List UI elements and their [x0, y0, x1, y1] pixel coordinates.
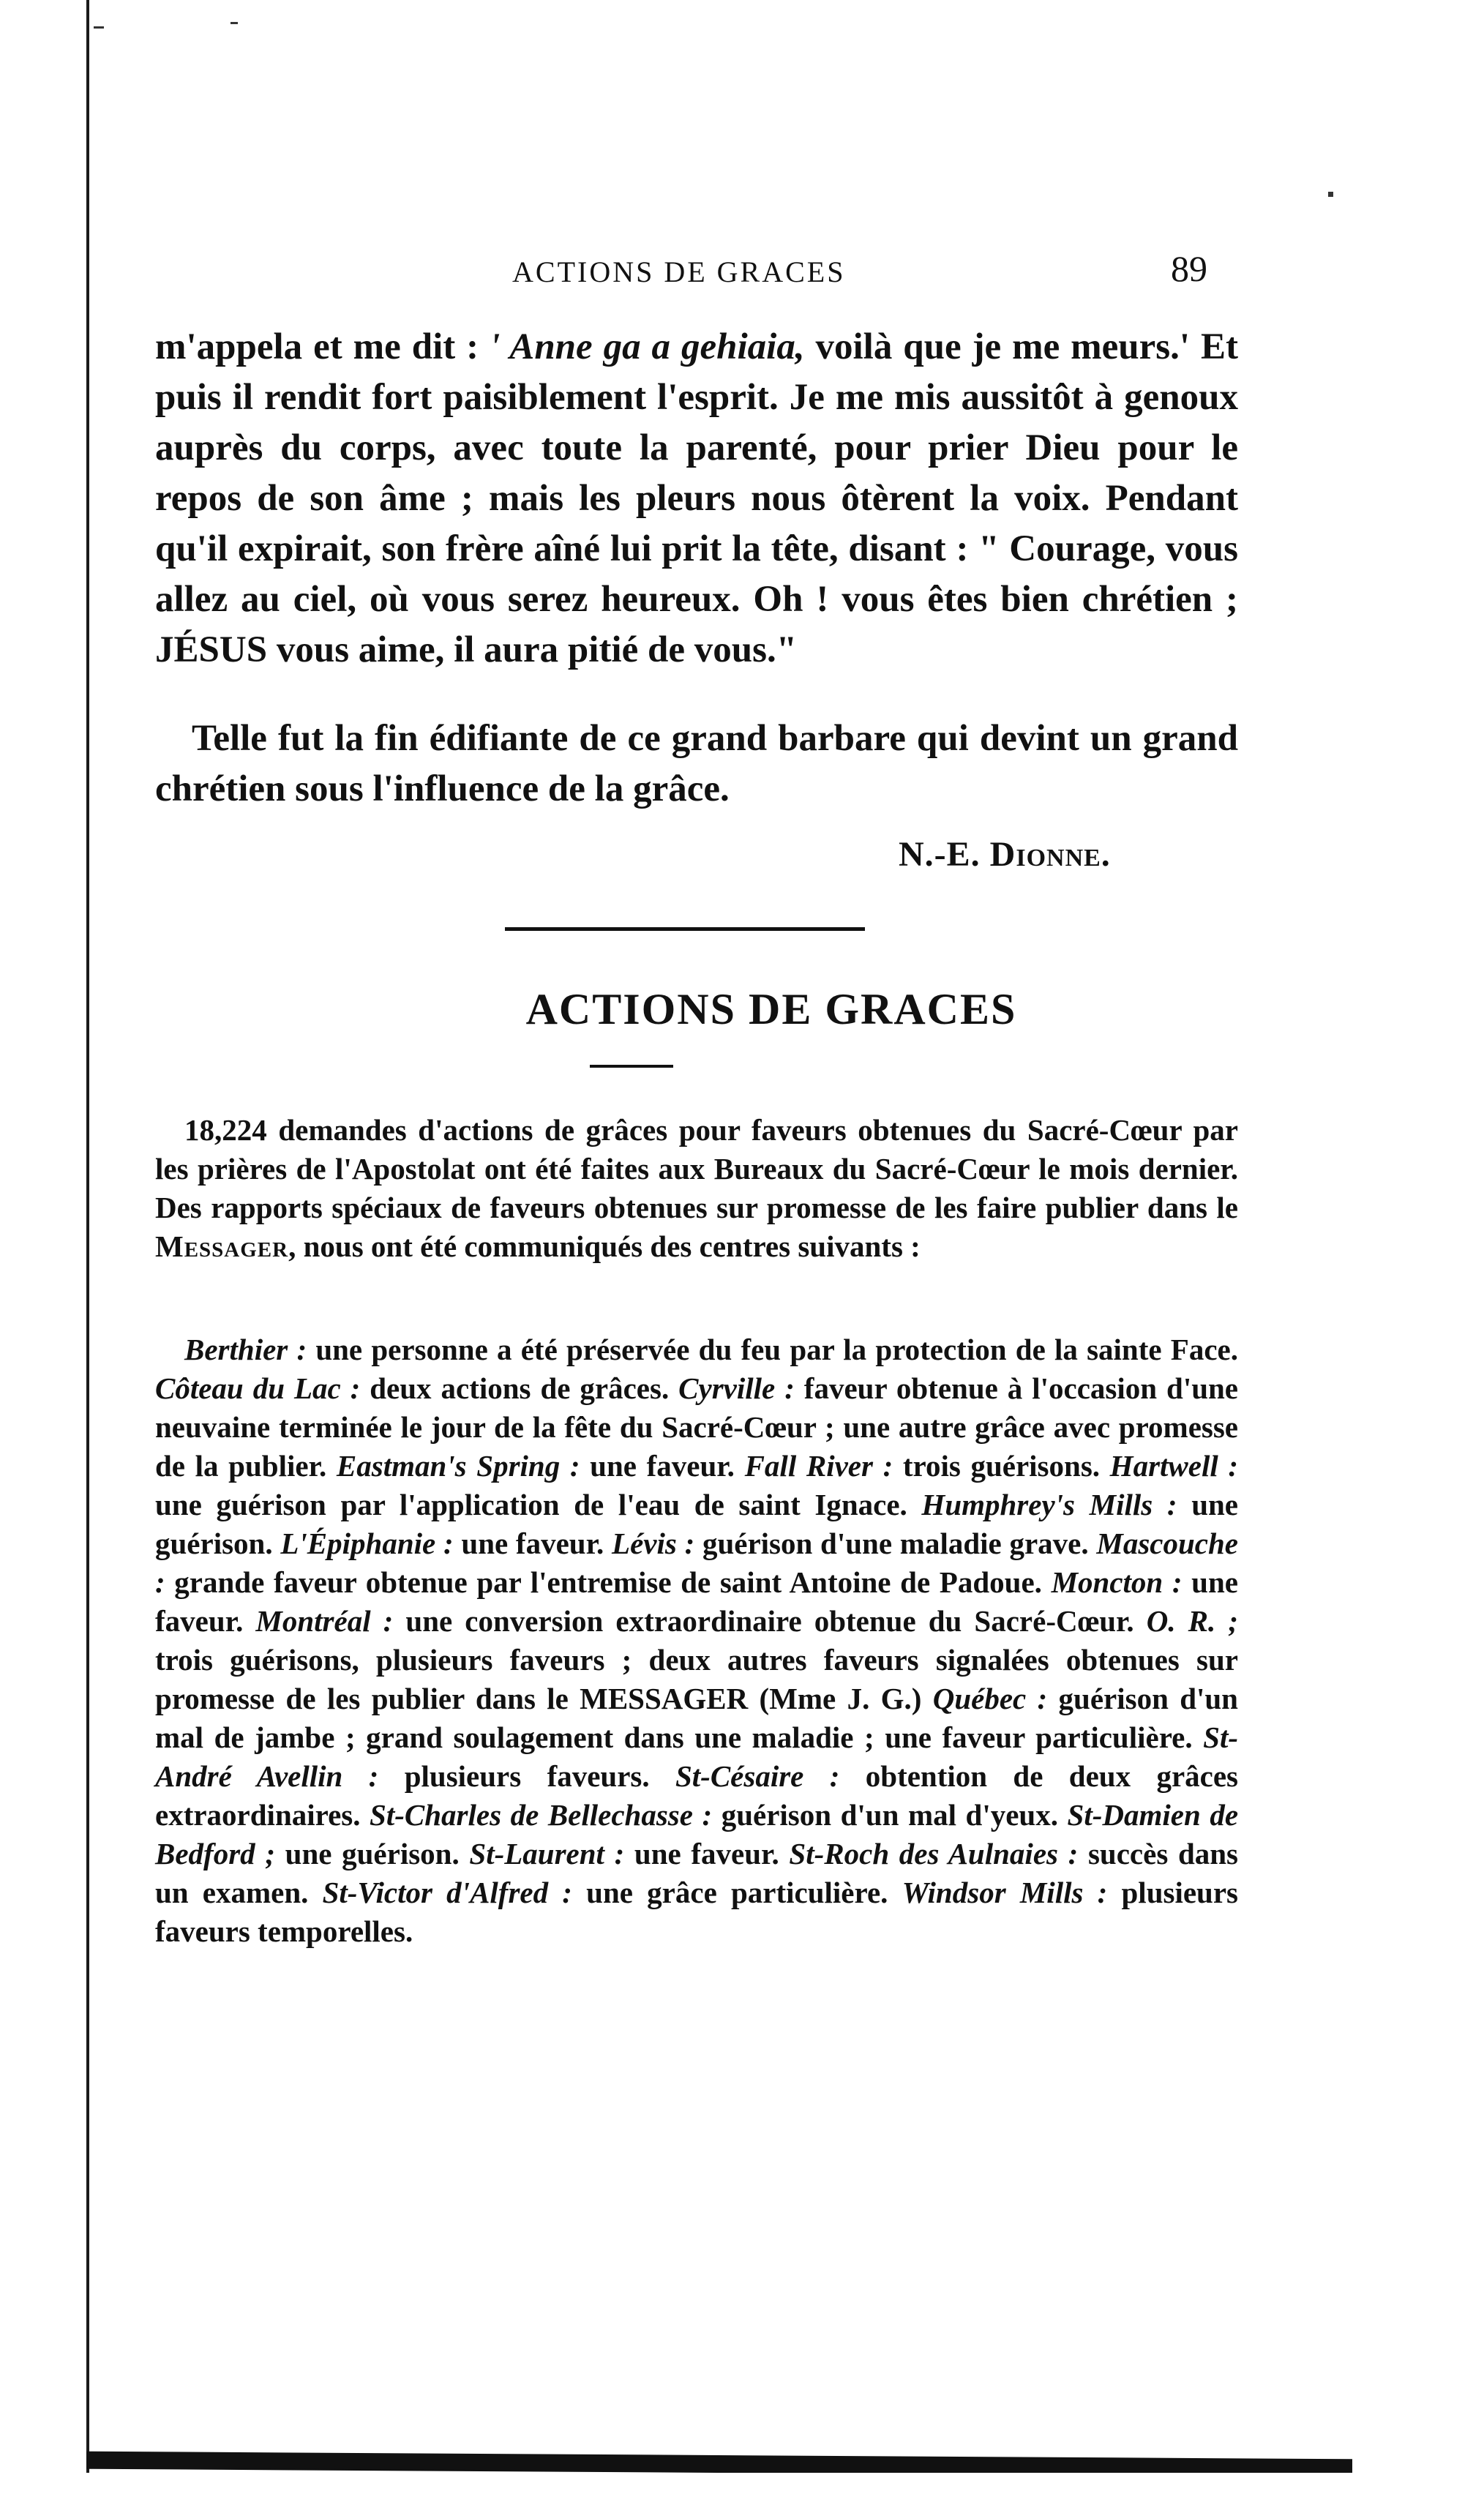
favor-description: trois guérisons, plusieurs faveurs ; deux autres faveurs signalées obtenues sur promesse de les publier dans le MESSAGER (Mme J. G.)	[155, 1643, 1238, 1715]
author-signature	[899, 834, 1111, 875]
scan-speck	[231, 22, 238, 24]
section-title: ACTIONS DE GRACES	[525, 985, 1017, 1033]
favor-description: deux actions de grâces.	[360, 1371, 679, 1405]
favor-description: faveur obtenue à l'occasion d'une neuvaine terminée le jour de la fête du Sacré-Cœur ; une autre grâce avec promesse de la publier.	[155, 1371, 1239, 1483]
page-number: 89	[1171, 248, 1207, 289]
favor-place: Fall River :	[744, 1449, 893, 1483]
favor-place: Windsor Mills :	[902, 1876, 1108, 1909]
favor-description: une guérison par l'application de l'eau de saint Ignace.	[155, 1488, 922, 1521]
favor-description: une faveur.	[155, 1565, 1238, 1638]
favor-place: Mascouche :	[155, 1527, 1238, 1599]
favor-description: une personne a été préservée du feu par la protection de la sainte Face.	[307, 1333, 1238, 1366]
favor-description: une faveur.	[624, 1837, 790, 1870]
favor-place: Québec :	[932, 1682, 1048, 1715]
title-underline-rule	[590, 1065, 673, 1068]
favor-description: une grâce particulière.	[572, 1876, 902, 1909]
paragraph-death-account	[155, 322, 1238, 675]
messager-title: Messager	[155, 1229, 289, 1263]
favor-place: St-Césaire :	[675, 1759, 840, 1793]
intro-text-after: , nous ont été communiqués des centres suivants :	[288, 1229, 921, 1263]
favor-place: St-Roch des Aulnaies :	[789, 1837, 1079, 1870]
favor-place: St-Charles de Bellechasse :	[370, 1798, 713, 1832]
favor-description: plusieurs faveurs.	[378, 1759, 675, 1793]
favor-place: Hartwell :	[1109, 1449, 1239, 1483]
favors-list	[155, 1330, 1238, 1951]
favor-description: obtention de deux grâces extraordinaires.	[155, 1759, 1239, 1832]
favor-place: Côteau du Lac :	[155, 1371, 361, 1405]
running-head: ACTIONS DE GRACES	[512, 255, 846, 288]
favor-description: succès dans un examen.	[155, 1837, 1239, 1909]
favor-description: guérison d'un mal de jambe ; grand soulagement dans une maladie ; une faveur particulière.	[155, 1682, 1238, 1754]
favor-description: une faveur.	[580, 1449, 745, 1483]
favor-place: St-Victor d'Alfred :	[322, 1876, 572, 1909]
intro-paragraph	[155, 1111, 1238, 1266]
scan-speck	[1328, 192, 1333, 197]
huron-quote: ' Anne ga a gehiaia,	[490, 326, 805, 367]
favor-description: une conversion extraordinaire obtenue du Sacré-Cœur.	[393, 1604, 1147, 1638]
favor-place: Cyrville :	[678, 1371, 795, 1405]
favor-place: Eastman's Spring :	[336, 1449, 580, 1483]
paragraph-conclusion: Telle fut la fin édifiante de ce grand barbare qui devint un grand chrétien sous l'influence de la grâce.	[155, 718, 1238, 809]
favor-description: grande faveur obtenue par l'entremise de saint Antoine de Padoue.	[165, 1565, 1052, 1599]
favor-description: une guérison.	[274, 1837, 470, 1870]
favor-place: O. R. ;	[1146, 1604, 1238, 1638]
favor-place: St-André Avellin :	[155, 1720, 1238, 1793]
favor-description: une guérison.	[155, 1488, 1238, 1560]
author-surname: Dionne.	[989, 835, 1111, 874]
paragraph-intro: m'appela et me dit :	[155, 326, 490, 367]
scan-bottom-margin	[86, 2473, 1352, 2494]
favor-place: St-Laurent :	[469, 1837, 625, 1870]
favor-place: Humphrey's Mills :	[921, 1488, 1177, 1521]
paragraph-rest: voilà que je me meurs.' Et puis il rendit fort paisiblement l'esprit. Je me mis aussitôt à genoux auprès du corps, avec toute la parenté, pour prier Dieu pour le repos de son âme ; mais les pleurs nous ôtèrent la voix. Pendant qu'il expirait, son frère aîné lui prit la tête, disant : " Courage, vous allez au ciel, où vous serez heureux. Oh ! vous êtes bien chrétien ; JÉSUS vous aime, il aura pitié de vous."	[155, 326, 1239, 670]
author-initials: N.-E.	[899, 835, 990, 874]
favor-place: Moncton :	[1051, 1565, 1183, 1599]
favor-description: une faveur.	[453, 1527, 612, 1560]
favor-place: Lévis :	[612, 1527, 695, 1560]
favor-place: Montréal :	[255, 1604, 394, 1638]
favor-place: L'Épiphanie :	[280, 1527, 454, 1560]
favor-place: Berthier :	[184, 1333, 307, 1366]
scan-left-edge	[86, 0, 89, 2494]
favor-description: guérison d'une maladie grave.	[694, 1527, 1097, 1560]
scan-speck	[94, 26, 104, 29]
request-count: 18,224	[184, 1113, 267, 1147]
favor-description: guérison d'un mal d'yeux.	[712, 1798, 1068, 1832]
favor-description: trois guérisons.	[893, 1449, 1110, 1483]
intro-text-before: demandes d'actions de grâces pour faveurs obtenues du Sacré-Cœur par les prières de l'Apostolat ont été faites aux Bureaux du Sacré-Cœur le mois dernier. Des rapports spéciaux de faveurs obtenues sur promesse de les faire publier dans le	[155, 1113, 1238, 1224]
section-divider-rule	[505, 927, 865, 931]
favor-place: St-Damien de Bedford ;	[155, 1798, 1239, 1870]
favor-description: plusieurs faveurs temporelles.	[155, 1876, 1238, 1948]
